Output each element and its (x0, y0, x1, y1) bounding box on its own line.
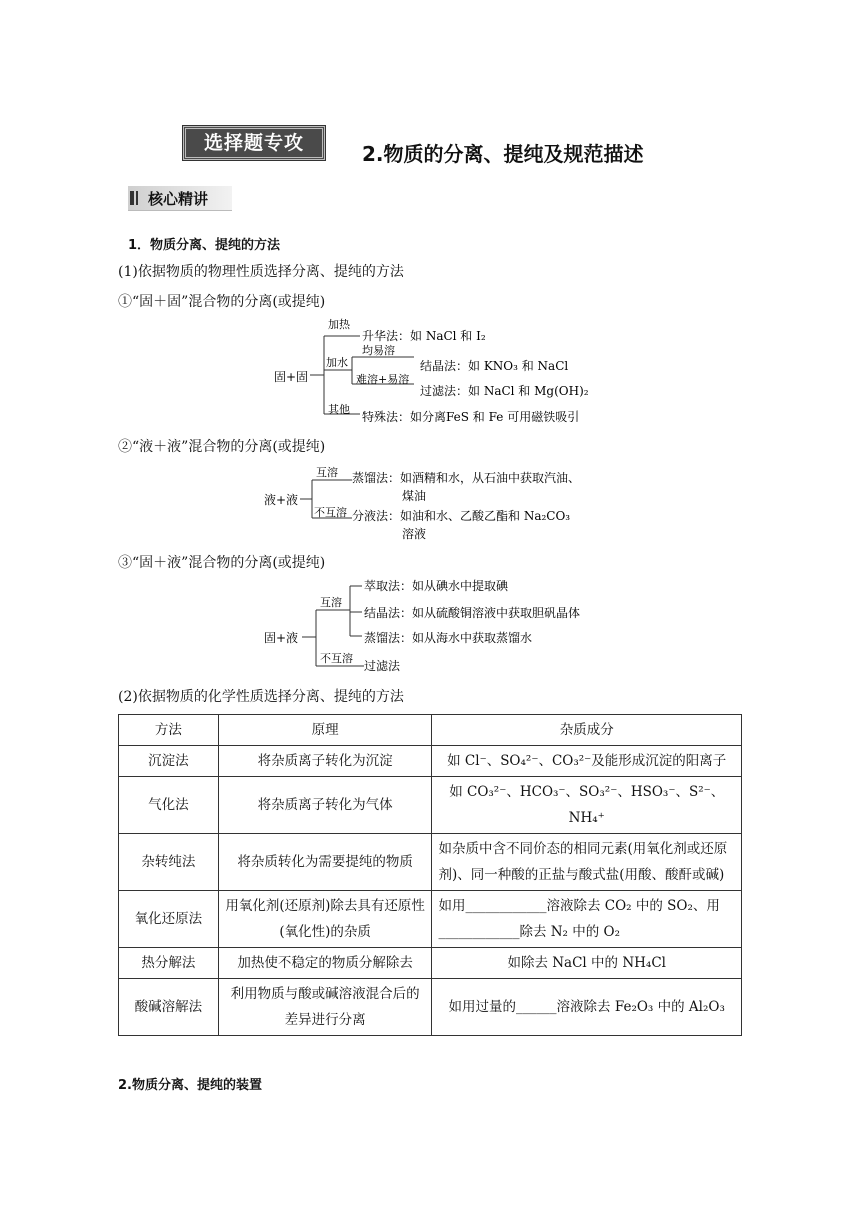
subheading-chemical: (2)依据物质的化学性质选择分离、提纯的方法 (118, 689, 404, 705)
table-cell: 将杂质离子转化为沉淀 (218, 746, 432, 777)
branch-miscible: 互溶 (316, 466, 338, 479)
heading-apparatus: 2.物质分离、提纯的装置 (118, 1078, 262, 1093)
distill-method: 蒸馏法：如从海水中获取蒸馏水 (364, 631, 533, 645)
crystal-method: 结晶法：如从硫酸铜溶液中获取胆矾晶体 (364, 606, 581, 620)
table-cell: 氧化还原法 (119, 891, 219, 948)
special-method: 特殊法：如分离FeS 和 Fe 可用磁铁吸引 (362, 410, 580, 424)
distill-method: 蒸馏法：如酒精和水，从石油中获取汽油、 (352, 471, 581, 485)
table-row (119, 746, 742, 777)
separate-method: 分液法：如油和水、乙酸乙酯和 Na₂CO₃ (352, 509, 571, 523)
branch-other: 其他 (328, 403, 350, 416)
table-cell: 沉淀法 (119, 746, 219, 777)
table-row (119, 979, 742, 1036)
bar-icon (136, 191, 138, 205)
table-cell: 将杂质离子转化为气体 (218, 777, 432, 834)
item-solid-liquid: ③“固＋液”混合物的分离(或提纯) (118, 555, 326, 571)
filter-method: 过滤法 (364, 659, 401, 673)
root-label: 固+液 (264, 631, 299, 645)
separate-method-cont: 溶液 (402, 527, 427, 541)
table-cell: 如除去 NaCl 中的 NH₄Cl (432, 948, 742, 979)
solid-solid-diagram (260, 312, 620, 430)
liquid-liquid-diagram (260, 462, 620, 544)
table-cell: 将杂质转化为需要提纯的物质 (218, 834, 432, 891)
item-liquid-liquid: ②“液＋液”混合物的分离(或提纯) (118, 439, 326, 455)
table-cell: 如 Cl⁻、SO₄²⁻、CO₃²⁻及能形成沉淀的阳离子 (432, 746, 742, 777)
sublimation-method: 升华法：如 NaCl 和 I₂ (362, 329, 486, 343)
table-cell: 酸碱溶解法 (119, 979, 219, 1036)
table-cell: 利用物质与酸或碱溶液混合后的差异进行分离 (218, 979, 432, 1036)
table-header: 方法 (119, 715, 219, 746)
filter-method: 过滤法：如 NaCl 和 Mg(OH)₂ (420, 384, 589, 398)
branch-immiscible: 不互溶 (314, 506, 347, 519)
table-cell: 如用____________溶液除去 CO₂ 中的 SO₂、用____________除去 N₂ 中的 O₂ (432, 891, 742, 948)
crystal-method: 结晶法：如 KNO₃ 和 NaCl (420, 359, 569, 373)
methods-table (118, 714, 742, 1036)
table-cell: 用氧化剂(还原剂)除去具有还原性(氧化性)的杂质 (218, 891, 432, 948)
table-row (119, 948, 742, 979)
extract-method: 萃取法：如从碘水中提取碘 (364, 579, 509, 593)
table-row (119, 834, 742, 891)
table-cell: 加热使不稳定的物质分解除去 (218, 948, 432, 979)
branch-heat: 加热 (328, 318, 350, 331)
table-header: 原理 (218, 715, 432, 746)
heading-methods: 1．物质分离、提纯的方法 (128, 238, 281, 253)
branch-insoluble: 不互溶 (320, 652, 353, 665)
table-header: 杂质成分 (432, 715, 742, 746)
table-cell: 如 CO₃²⁻、HCO₃⁻、SO₃²⁻、HSO₃⁻、S²⁻、NH₄⁺ (432, 777, 742, 834)
label-hard-easy: 难溶+易溶 (356, 373, 410, 386)
section-heading-label: 核心精讲 (148, 190, 209, 208)
distill-method-cont: 煤油 (402, 489, 427, 503)
topic-badge: 选择题专攻 (183, 126, 325, 160)
bar-icon (130, 191, 134, 205)
branch-soluble: 互溶 (320, 596, 342, 609)
subheading-physical: (1)依据物质的物理性质选择分离、提纯的方法 (118, 264, 404, 280)
table-cell: 气化法 (119, 777, 219, 834)
table-cell: 杂转纯法 (119, 834, 219, 891)
root-label: 液+液 (264, 493, 299, 507)
table-header-row (119, 715, 742, 746)
branch-water: 加水 (326, 356, 348, 369)
table-cell: 如用过量的______溶液除去 Fe₂O₃ 中的 Al₂O₃ (432, 979, 742, 1036)
label-both-soluble: 均易溶 (362, 344, 395, 357)
section-heading (128, 186, 232, 211)
table-row (119, 891, 742, 948)
table-row (119, 777, 742, 834)
page-title: 2.物质的分离、提纯及规范描述 (362, 142, 644, 166)
table-cell: 热分解法 (119, 948, 219, 979)
root-label: 固+固 (274, 370, 309, 384)
item-solid-solid: ①“固＋固”混合物的分离(或提纯) (118, 294, 326, 310)
table-cell: 如杂质中含不同价态的相同元素(用氧化剂或还原剂)、同一种酸的正盐与酸式盐(用酸、酸酐或碱) (432, 834, 742, 891)
solid-liquid-diagram (260, 572, 620, 678)
